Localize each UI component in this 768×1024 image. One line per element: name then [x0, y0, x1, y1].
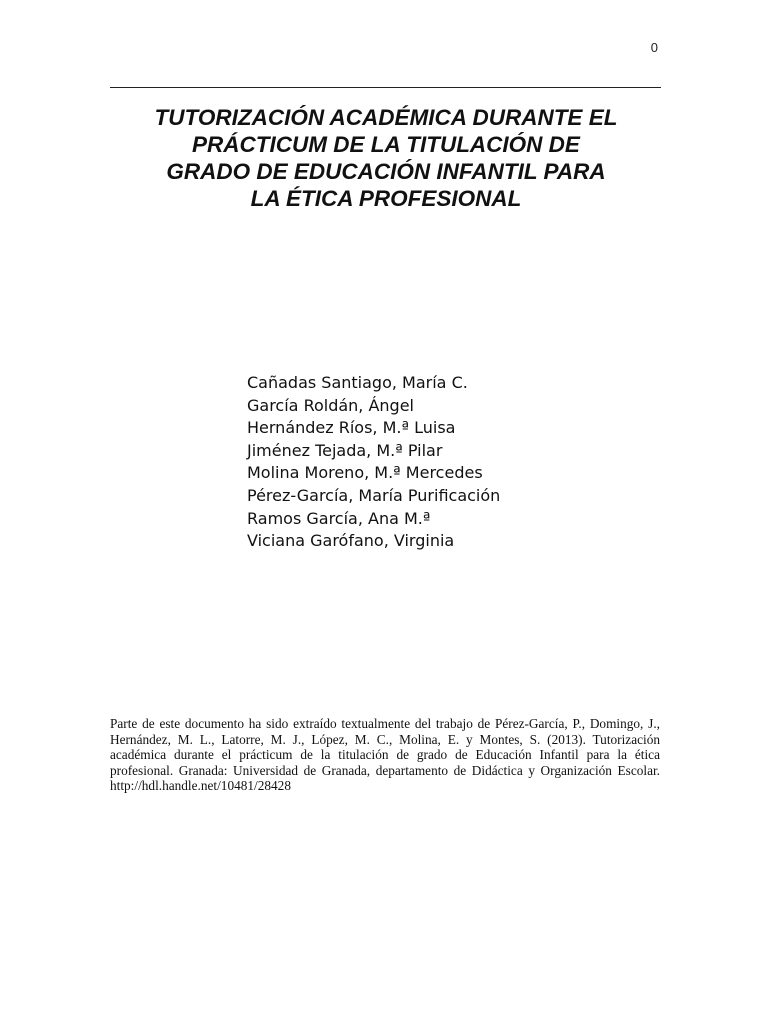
- author-name: Viciana Garófano, Virginia: [247, 531, 455, 551]
- author-name: García Roldán, Ángel: [247, 395, 414, 415]
- title-line: PRÁCTICUM DE LA TITULACIÓN DE: [192, 132, 580, 157]
- author-name: Pérez-García, María Purificación: [247, 485, 501, 505]
- author-name: Jiménez Tejada, M.ª Pilar: [247, 440, 443, 460]
- page-number: 0: [650, 40, 658, 55]
- document-title: [106, 104, 666, 212]
- header-rule: [110, 87, 661, 88]
- author-name: Hernández Ríos, M.ª Luisa: [247, 418, 456, 438]
- author-list: [247, 372, 500, 553]
- title-line: LA ÉTICA PROFESIONAL: [250, 186, 522, 211]
- author-name: Ramos García, Ana M.ª: [247, 508, 431, 528]
- title-line: GRADO DE EDUCACIÓN INFANTIL PARA: [166, 159, 606, 184]
- title-line: TUTORIZACIÓN ACADÉMICA DURANTE EL: [154, 105, 618, 130]
- author-name: Cañadas Santiago, María C.: [247, 373, 468, 392]
- author-name: Molina Moreno, M.ª Mercedes: [247, 463, 483, 483]
- source-note: Parte de este documento ha sido extraído textualmente del trabajo de Pérez-García, P., Domingo, J., Hernández, M. L., Latorre, M. J., López, M. C., Molina, E. y Montes, S. (2013). Tutorización académica durante el prácticum de la titulación de grado de Educación Infantil para la ética profesional. Granada: Universidad de Granada, departamento de Didáctica y Organización Escolar. http://hdl.handle.net/10481/28428: [110, 716, 660, 794]
